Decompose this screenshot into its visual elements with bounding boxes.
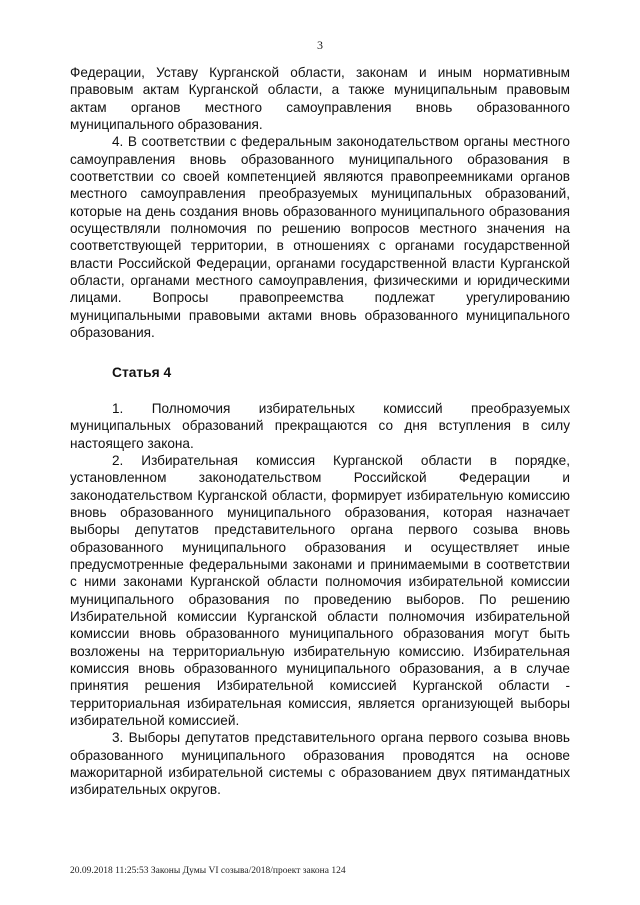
paragraph-item-4: 4. В соответствии с федеральным законодательством органы местного самоуправления вновь образованного муниципального образования в соответствии со своей компетенцией являются правопреемниками органов местного самоуправления преобразуемых муниципальных образований, которые на день создания вновь образованного муниципального образования осуществляли полномочия по решению вопросов местного значения на соответствующей территории, в отношениях с органами государственной власти Российской Федерации, органами государственной власти Курганской области, органами местного самоуправления, физическими и юридическими лицами. Вопросы правопреемства подлежат урегулированию муниципальными правовыми актами вновь образованного муниципального образования. [70, 134, 570, 341]
paragraph-article-item-2: 2. Избирательная комиссия Курганской области в порядке, установленном законодательством Российской Федерации и законодательством Курганской области, формирует избирательную комиссию вновь образованного муниципального образования, которая назначает выборы депутатов представительного органа первого созыва вновь образованного муниципального образования и осуществляет иные предусмотренные федеральными законами и принимаемыми в соответствии с ними законами Курганской области полномочия избирательной комиссии муниципального образования по проведению выборов. По решению Избирательной комиссии Курганской области полномочия избирательной комиссии вновь образованного муниципального образования могут быть возложены на территориальную избирательную комиссию. Избирательная комиссия вновь образованного муниципального образования, а в случае принятия решения Избирательной комиссией Курганской области - территориальная избирательная комиссия, является организующей выборы избирательной комиссией. [70, 452, 570, 729]
page-number: 3 [317, 38, 323, 52]
document-footer: 20.09.2018 11:25:53 Законы Думы VI созыва/2018/проект закона 124 [70, 866, 346, 876]
paragraph-article-item-1: 1. Полномочия избирательных комиссий преобразуемых муниципальных образований прекращаются со дня вступления в силу настоящего закона. [70, 400, 570, 451]
paragraph-article-item-3: 3. Выборы депутатов представительного органа первого созыва вновь образованного муниципального образования проводятся на основе мажоритарной избирательной системы с образованием двух пятимандатных избирательных округов. [70, 730, 570, 798]
article-heading: Статья 4 [112, 364, 172, 380]
paragraph-continuation: Федерации, Уставу Курганской области, законам и иным нормативным правовым актам Курганской области, а также муниципальным правовым актам органов местного самоуправления вновь образованного муниципального образования. [70, 65, 570, 133]
document-body [70, 64, 570, 799]
